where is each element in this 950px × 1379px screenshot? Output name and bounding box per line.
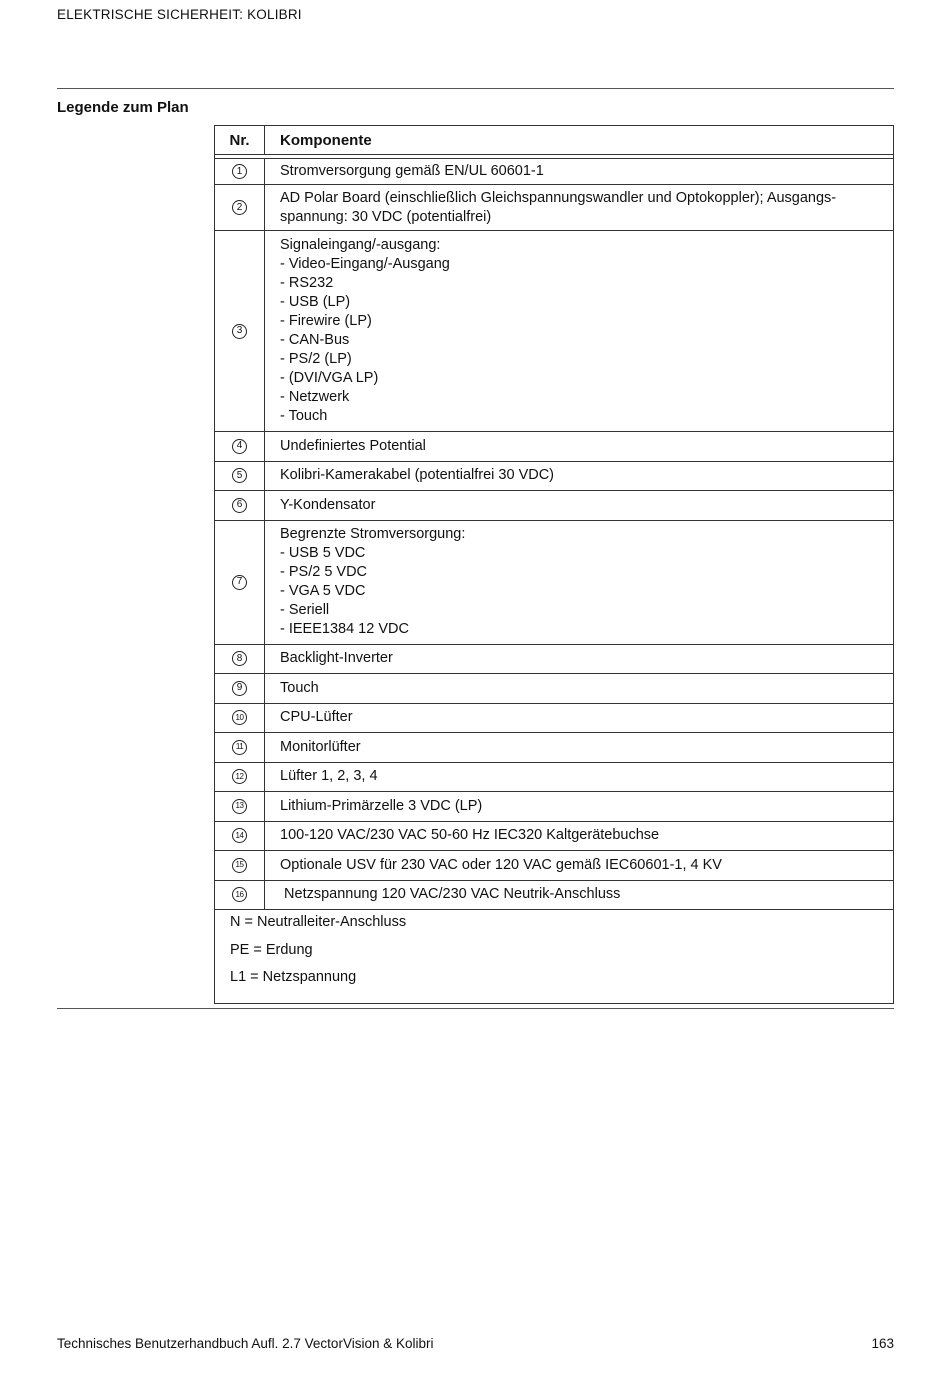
- row-number-cell: [215, 822, 265, 851]
- circled-number: 6: [232, 498, 247, 513]
- footnote-line: PE = Erdung: [230, 941, 313, 958]
- row-number-cell: [215, 704, 265, 733]
- component-cell: [265, 432, 893, 461]
- component-cell: [265, 704, 893, 733]
- table-row: [215, 881, 893, 911]
- footnote-line: N = Neutralleiter-Anschluss: [230, 914, 407, 930]
- row-number-cell: [215, 231, 265, 431]
- component-line: - CAN-Bus: [280, 332, 350, 348]
- row-number-cell: [215, 462, 265, 491]
- column-header-nr: Nr.: [215, 126, 265, 154]
- circled-number: 3: [232, 324, 247, 339]
- circled-number: 10: [232, 710, 247, 725]
- table-row: [215, 491, 893, 521]
- circled-number: 12: [232, 769, 247, 784]
- legend-footnotes: [215, 910, 893, 1003]
- component-line: Stromversorgung gemäß EN/UL 60601-1: [280, 163, 544, 179]
- component-line: - PS/2 5 VDC: [280, 564, 368, 580]
- component-line: Kolibri-Kamerakabel (potentialfrei 30 VDC): [280, 467, 555, 484]
- component-line: - USB 5 VDC: [280, 545, 366, 561]
- row-number-cell: [215, 881, 265, 910]
- section-title: Legende zum Plan: [57, 99, 189, 116]
- component-line: AD Polar Board (einschließlich Gleichspannungswandler und Optokoppler); Ausgangs-: [280, 189, 837, 206]
- circled-number: 15: [232, 858, 247, 873]
- header-rule: [57, 88, 894, 89]
- component-line: Lüfter 1, 2, 3, 4: [280, 768, 378, 785]
- component-line: Lithium-Primärzelle 3 VDC (LP): [280, 797, 483, 814]
- circled-number: 13: [232, 799, 247, 814]
- row-number-cell: [215, 491, 265, 520]
- circled-number: 4: [232, 439, 247, 454]
- component-line: Signaleingang/-ausgang:: [280, 237, 441, 253]
- circled-number: 5: [232, 468, 247, 483]
- row-number-cell: [215, 851, 265, 880]
- component-line: - VGA 5 VDC: [280, 583, 366, 599]
- component-line: - (DVI/VGA LP): [280, 370, 379, 386]
- table-row: [215, 851, 893, 881]
- row-number-cell: [215, 792, 265, 821]
- component-line: - Touch: [280, 408, 328, 424]
- table-row: [215, 645, 893, 675]
- component-cell: [265, 491, 893, 520]
- component-line: CPU-Lüfter: [280, 709, 353, 726]
- component-cell: [265, 822, 893, 851]
- component-cell: [265, 851, 893, 880]
- component-line: Undefiniertes Potential: [280, 437, 426, 454]
- component-line: - IEEE1384 12 VDC: [280, 621, 409, 637]
- component-line: Y-Kondensator: [280, 496, 376, 513]
- component-line: Begrenzte Stromversorgung:: [280, 526, 466, 542]
- component-cell: [265, 462, 893, 491]
- component-line: - Video-Eingang/-Ausgang: [280, 256, 450, 272]
- component-cell: [265, 231, 893, 431]
- component-cell: [265, 674, 893, 703]
- circled-number: 7: [232, 575, 247, 590]
- table-row: [215, 432, 893, 462]
- component-cell: [265, 763, 893, 792]
- row-number-cell: [215, 763, 265, 792]
- table-row: [215, 704, 893, 734]
- footnote-line: L1 = Netzspannung: [230, 969, 357, 985]
- table-row: [215, 185, 893, 231]
- table-row: [215, 159, 893, 185]
- component-line: - RS232: [280, 275, 334, 291]
- circled-number: 1: [232, 164, 247, 179]
- footer-document-title: Technisches Benutzerhandbuch Aufl. 2.7 VectorVision & Kolibri: [57, 1336, 434, 1351]
- table-row: [215, 674, 893, 704]
- row-number-cell: [215, 432, 265, 461]
- circled-number: 16: [232, 887, 247, 902]
- table-row: [215, 231, 893, 432]
- component-line: Netzspannung 120 VAC/230 VAC Neutrik-Anschluss: [280, 886, 621, 903]
- component-cell: [265, 881, 893, 910]
- circled-number: 9: [232, 681, 247, 696]
- row-number-cell: [215, 159, 265, 184]
- circled-number: 11: [232, 740, 247, 755]
- row-number-cell: [215, 521, 265, 644]
- page-number: 163: [871, 1336, 894, 1351]
- table-row: [215, 822, 893, 852]
- table-body: [215, 159, 893, 910]
- circled-number: 8: [232, 651, 247, 666]
- circled-number: 2: [232, 200, 247, 215]
- circled-number: 14: [232, 828, 247, 843]
- component-line: - Netzwerk: [280, 389, 350, 405]
- row-number-cell: [215, 733, 265, 762]
- component-line: spannung: 30 VDC (potentialfrei): [280, 208, 492, 225]
- table-row: [215, 763, 893, 793]
- component-line: Touch: [280, 679, 319, 696]
- component-line: - USB (LP): [280, 294, 351, 310]
- table-row: [215, 462, 893, 492]
- row-number-cell: [215, 185, 265, 230]
- component-line: Backlight-Inverter: [280, 650, 393, 667]
- footer-rule: [57, 1008, 894, 1009]
- component-line: Optionale USV für 230 VAC oder 120 VAC gemäß IEC60601-1, 4 KV: [280, 856, 722, 873]
- component-cell: [265, 645, 893, 674]
- component-line: 100-120 VAC/230 VAC 50-60 Hz IEC320 Kaltgerätebuchse: [280, 827, 660, 844]
- table-row: [215, 792, 893, 822]
- row-number-cell: [215, 674, 265, 703]
- component-cell: [265, 185, 893, 230]
- table-header-row: [215, 126, 893, 155]
- row-number-cell: [215, 645, 265, 674]
- legend-table: [214, 125, 894, 1004]
- component-line: - Firewire (LP): [280, 313, 372, 329]
- component-line: Monitorlüfter: [280, 738, 361, 755]
- component-cell: [265, 159, 893, 184]
- component-line: - Seriell: [280, 602, 330, 618]
- column-header-component: Komponente: [280, 131, 372, 149]
- table-row: [215, 733, 893, 763]
- component-cell: [265, 733, 893, 762]
- table-row: [215, 521, 893, 645]
- component-cell: [265, 792, 893, 821]
- component-cell: [265, 521, 893, 644]
- running-header: ELEKTRISCHE SICHERHEIT: KOLIBRI: [57, 7, 302, 22]
- component-line: - PS/2 (LP): [280, 351, 352, 367]
